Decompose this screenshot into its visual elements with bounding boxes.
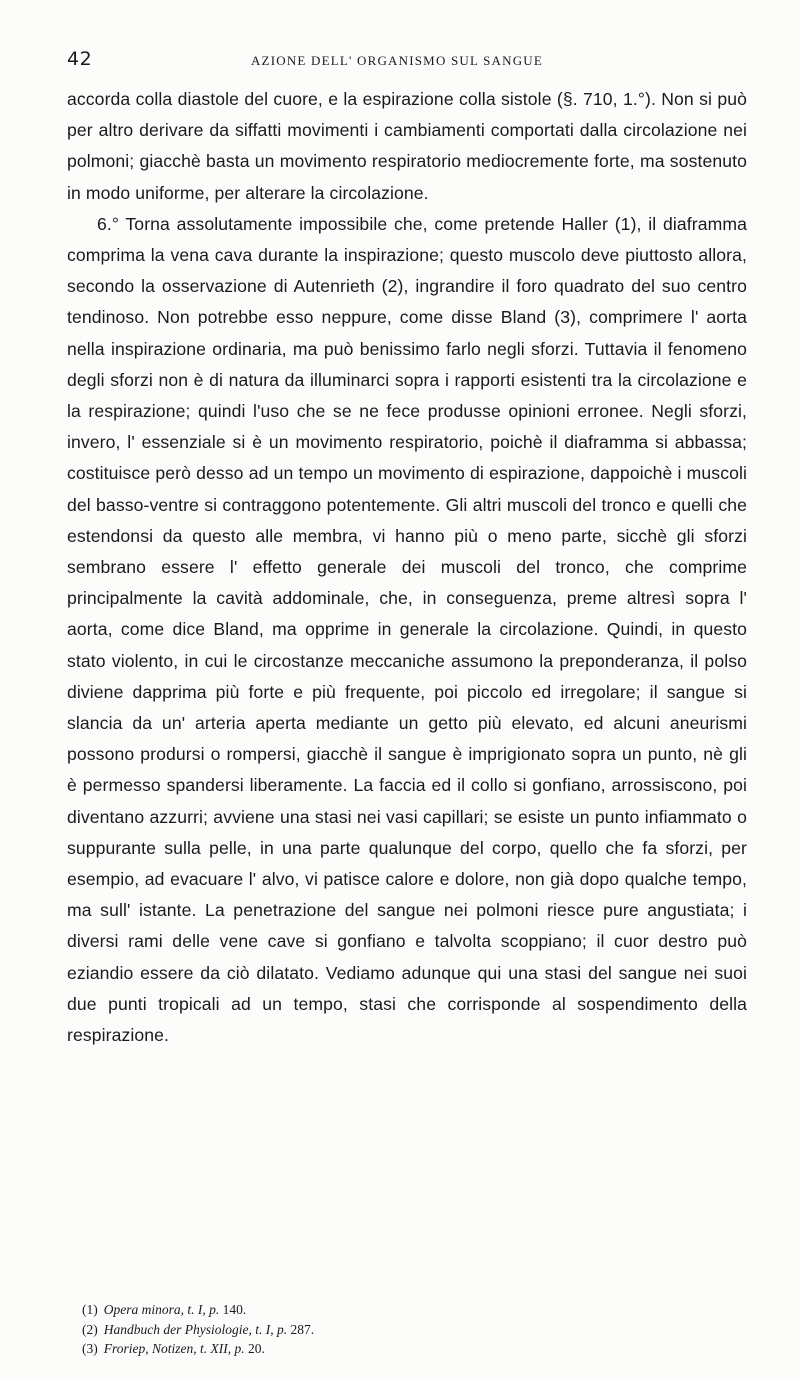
footnote-page: 20.: [248, 1341, 265, 1356]
footnote-reference: Handbuch der Physiologie, t. I, p.: [103, 1321, 288, 1337]
footnote-1: [82, 1300, 722, 1320]
footnote-2: [82, 1320, 722, 1340]
footnote-3: [82, 1339, 722, 1359]
footnote-page: 140.: [222, 1302, 247, 1317]
footnote-number: (1): [82, 1302, 98, 1317]
page-number: 42: [67, 48, 93, 70]
paragraph-continued: accorda colla diastole del cuore, e la espirazione colla sistole (§. 710, 1.°). Non si può per altro derivare da siffatti movimenti i cambiamenti comportati dalla circolazione nei polmoni; giacchè basta un movimento respiratorio mediocremente forte, ma sostenuto in modo uniforme, per alterare la circolazione.: [67, 89, 747, 203]
body-text: [67, 84, 747, 1051]
footnote-number: (2): [82, 1321, 98, 1337]
running-title: AZIONE DELL' ORGANISMO SUL SANGUE: [250, 53, 544, 68]
footnote-number: (3): [82, 1341, 98, 1356]
page-header: [67, 48, 747, 74]
footnotes: [82, 1300, 722, 1359]
footnote-reference: Froriep, Notizen, t. XII, p.: [103, 1341, 245, 1356]
footnote-page: 287.: [290, 1321, 315, 1337]
footnote-reference: Opera minora, t. I, p.: [103, 1302, 220, 1317]
paragraph-section-6: 6.° Torna assolutamente impossibile che, come pretende Haller (1), il diaframma comprima la vena cava durante la inspirazione; questo muscolo deve piuttosto allora, secondo la osservazione di Autenrieth (2), ingrandire il foro quadrato del suo centro tendinoso. Non potrebbe esso neppure, come disse Bland (3), comprimere l' aorta nella inspirazione ordinaria, ma può benissimo farlo negli sforzi. Tuttavia il fenomeno degli sforzi non è di natura da illuminarci sopra i rapporti esistenti tra la circolazione e la respirazione; quindi l'uso che se ne fece produsse opinioni erronee. Negli sforzi, invero, l' essenziale si è un movimento respiratorio, poichè il diaframma si abbassa; costituisce però desso ad un tempo un movimento di espirazione, dappoichè i muscoli del basso-ventre si contraggono potentemente. Gli altri muscoli del tronco e quelli che estendonsi da questo alle membra, vi hanno più o meno parte, sicchè gli sforzi sembrano essere l' effetto generale dei muscoli del tronco, che comprime principalmente la cavità addominale, che, in conseguenza, preme altresì sopra l' aorta, come dice Bland, ma opprime in generale la circolazione. Quindi, in questo stato violento, in cui le circostanze meccaniche assumono la preponderanza, il polso diviene dapprima più forte e più frequente, poi piccolo ed irregolare; il sangue si slancia da un' arteria aperta mediante un getto più elevato, ed alcuni aneurismi possono prodursi o rompersi, giacchè il sangue è imprigionato sopra un punto, nè gli è permesso spandersi liberamente. La faccia ed il collo si gonfiano, arrossiscono, poi diventano azzurri; avviene una stasi nei vasi capillari; se esiste un punto infiammato o suppurante sulla pelle, in una parte qualunque del corpo, quello che fa sforzi, per esempio, ad evacuare l' alvo, vi patisce calore e dolore, non già dopo qualche tempo, ma sull' istante. La penetrazione del sangue nei polmoni riesce pure angustiata; i diversi rami delle vene cave si gonfiano e talvolta scoppiano; il cuor destro può eziandio essere da ciò dilatato. Vediamo adunque qui una stasi del sangue nei suoi due punti tropicali ad un tempo, stasi che corrisponde al sospendimento della respirazione.: [67, 213, 747, 1046]
